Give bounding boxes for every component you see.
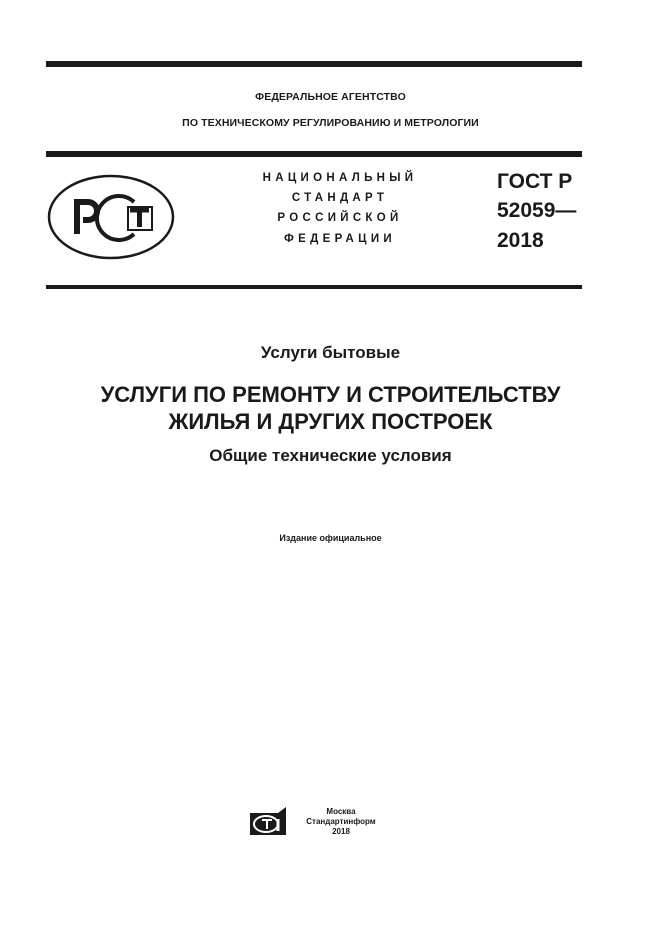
national-line-4: ФЕДЕРАЦИИ (284, 233, 396, 245)
rst-emblem-icon (46, 172, 176, 262)
national-line-3: РОССИЙСКОЙ (277, 212, 403, 224)
main-title (0, 381, 661, 435)
gost-label: ГОСТ Р (497, 170, 573, 193)
main-title-line-1: УСЛУГИ ПО РЕМОНТУ И СТРОИТЕЛЬСТВУ (100, 382, 561, 407)
agency-line-1: ФЕДЕРАЛЬНОЕ АГЕНТСТВО (255, 91, 406, 103)
top-rule (46, 61, 582, 67)
publisher-city: Москва (326, 807, 356, 816)
subtitle: Общие технические условия (209, 446, 452, 465)
middle-rule (46, 151, 582, 157)
publisher-year: 2018 (332, 827, 350, 836)
gost-number: 52059— (497, 199, 577, 222)
category-title: Услуги бытовые (260, 343, 401, 362)
main-title-line-2: ЖИЛЬЯ И ДРУГИХ ПОСТРОЕК (168, 409, 493, 434)
publisher-name: Стандартинформ (306, 817, 376, 826)
edition-label: Издание официальное (279, 533, 382, 543)
national-line-1: НАЦИОНАЛЬНЫЙ (262, 172, 418, 184)
bottom-rule (46, 285, 582, 289)
national-line-2: СТАНДАРТ (291, 192, 389, 204)
standartinform-logo-icon (248, 805, 288, 837)
gost-year: 2018 (497, 229, 544, 252)
agency-line-2: ПО ТЕХНИЧЕСКОМУ РЕГУЛИРОВАНИЮ И МЕТРОЛОГИИ (182, 117, 479, 129)
